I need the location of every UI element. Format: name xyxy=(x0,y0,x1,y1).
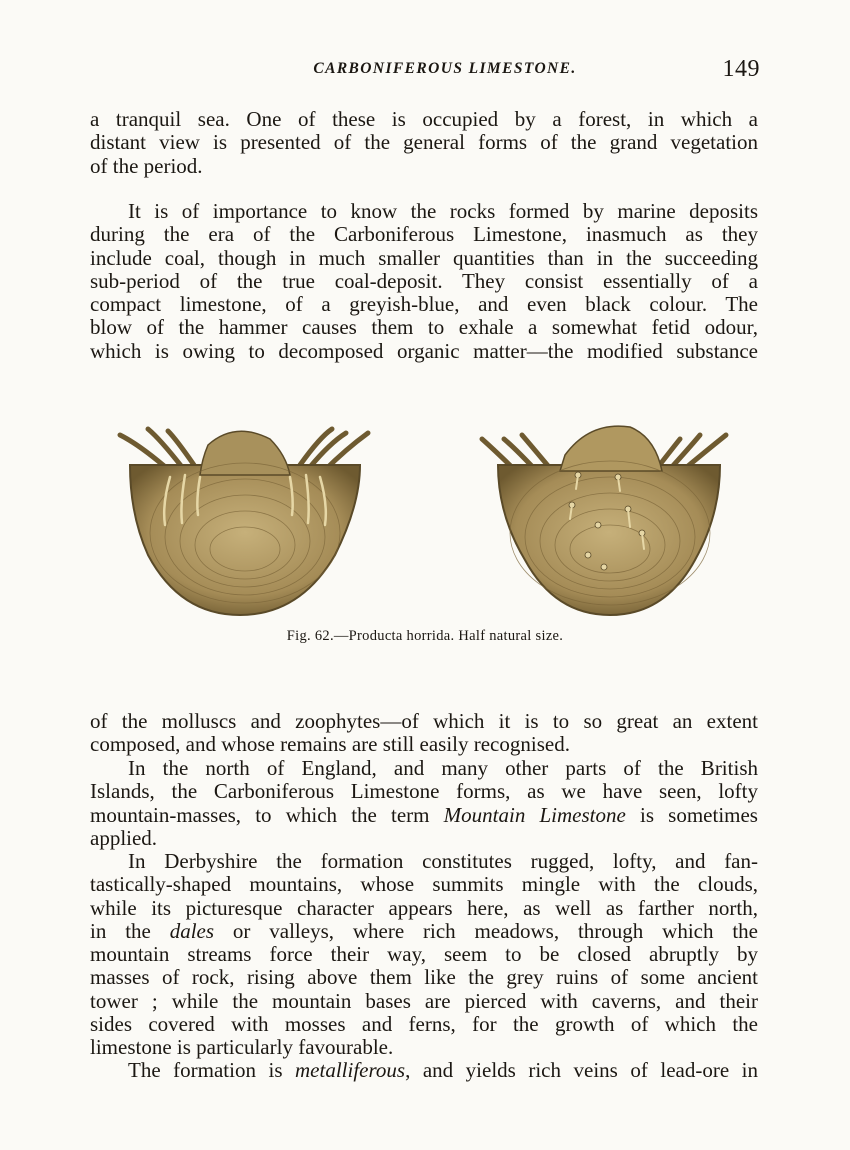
shell-right xyxy=(482,426,726,615)
figure-caption: Fig. 62.—Producta horrida. Half natural size. xyxy=(286,628,564,644)
text-line xyxy=(90,804,758,827)
text-line: compact limestone, of a greyish-blue, and even black colour. The xyxy=(90,292,758,317)
text-run: The formation is xyxy=(128,1058,296,1082)
text-line: of the period. xyxy=(90,153,203,178)
text-line: applied. xyxy=(90,825,158,850)
text-line: during the era of the Carboniferous Limestone, inasmuch as they xyxy=(90,222,758,247)
text-line: while its picturesque character appears here, as well as farther north, xyxy=(90,895,758,920)
text-line: a tranquil sea. One of these is occupied by a forest, in which a xyxy=(90,107,758,131)
page-header xyxy=(90,58,760,88)
text-run: is sometimes xyxy=(625,802,758,827)
text-line: masses of rock, rising above them like the grey ruins of some ancient xyxy=(90,965,758,990)
text-run: or valleys, where rich meadows, through which the xyxy=(214,918,758,943)
text-line xyxy=(90,920,758,943)
text-line: limestone is particularly favourable. xyxy=(90,1035,394,1060)
italic-term: Mountain Limestone xyxy=(443,802,626,827)
running-head: CARBONIFEROUS LIMESTONE. xyxy=(313,60,577,77)
shell-illustration xyxy=(110,415,740,625)
paragraph-2 xyxy=(90,200,758,363)
paragraph-1 xyxy=(90,108,758,178)
text-line: distant view is presented of the general forms of the grand vegetation xyxy=(90,130,758,155)
italic-term: metalliferous xyxy=(295,1058,406,1082)
page-number: 149 xyxy=(722,56,760,82)
text-run: mountain-masses, to which the term xyxy=(90,802,444,827)
text-line: It is of importance to know the rocks formed by marine deposits xyxy=(128,199,758,223)
paragraph-5 xyxy=(90,850,758,1060)
paragraph-3 xyxy=(90,710,758,757)
text-line: composed, and whose remains are still easily recognised. xyxy=(90,732,570,757)
text-line: include coal, though in much smaller quantities than in the succeeding xyxy=(90,245,758,270)
text-line xyxy=(90,1059,758,1082)
text-line: tower ; while the mountain bases are pierced with caverns, and their xyxy=(90,988,758,1013)
paragraph-4 xyxy=(90,757,758,850)
italic-term: dales xyxy=(169,918,215,943)
text-line: blow of the hammer causes them to exhale a somewhat fetid odour, xyxy=(90,315,758,340)
text-line: which is owing to decomposed organic matter—the modified substance xyxy=(90,338,758,363)
text-line: of the molluscs and zoophytes—of which it is to so great an extent xyxy=(90,709,758,733)
text-run: , and yields rich veins of lead-ore in xyxy=(405,1058,758,1082)
figure-producta-horrida xyxy=(110,415,740,625)
text-line: Islands, the Carboniferous Limestone forms, as we have seen, lofty xyxy=(90,779,758,804)
text-run: in the xyxy=(90,918,170,943)
text-line: mountain streams force their way, seem to be closed abruptly by xyxy=(90,942,758,967)
text-line: sub-period of the true coal-deposit. They consist essentially of a xyxy=(90,268,758,293)
paragraph-6 xyxy=(90,1059,758,1082)
text-line: In Derbyshire the formation constitutes rugged, lofty, and fan- xyxy=(128,849,758,873)
text-line: tastically-shaped mountains, whose summits mingle with the clouds, xyxy=(90,872,758,897)
shell-left xyxy=(120,429,368,615)
text-line: In the north of England, and many other parts of the British xyxy=(128,756,758,780)
text-line: sides covered with mosses and ferns, for the growth of which the xyxy=(90,1012,758,1037)
